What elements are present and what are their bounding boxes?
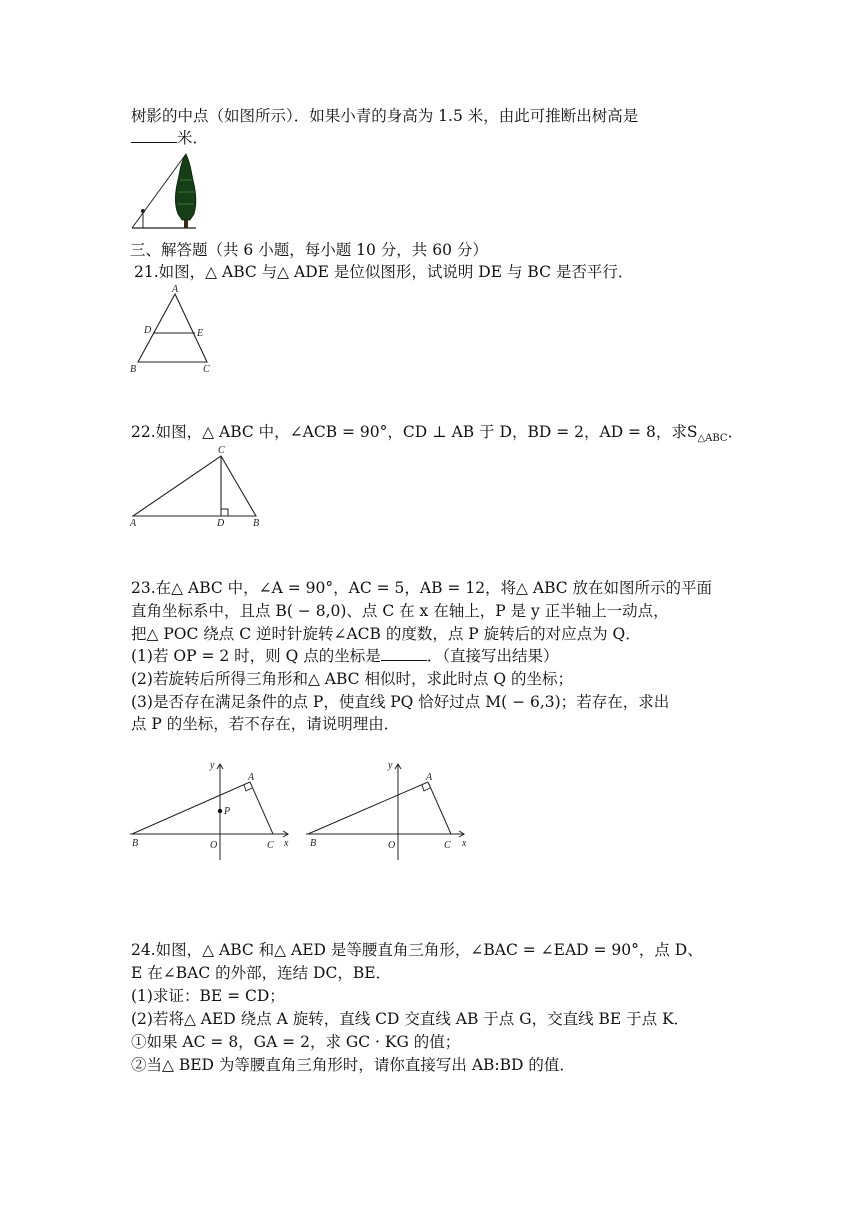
q24-line6: ②当△ BED 为等腰直角三角形时，请你直接写出 AB:BD 的值．	[131, 1056, 575, 1074]
q23-line7: 点 P 的坐标，若不存在，请说明理由．	[131, 715, 400, 733]
fig23r-label-B: B	[310, 838, 317, 849]
q21-text: 21.如图，△ ABC 与△ ADE 是位似图形，试说明 DE 与 BC 是否平行．	[134, 263, 634, 281]
fig21-label-E: E	[197, 328, 204, 339]
answer-blank[interactable]	[131, 128, 177, 143]
q23-4b: ．（直接写出结果）	[426, 647, 559, 665]
q20-line1: 树影的中点（如图所示）．如果小青的身高为 1.5 米，由此可推断出树高是	[131, 107, 639, 125]
q23-line6: (3)是否存在满足条件的点 P，使直线 PQ 恰好过点 M( − 6,3)；若存在，求出	[131, 693, 670, 711]
fig22-label-A: A	[130, 518, 137, 529]
q20-tail: 米．	[177, 129, 209, 147]
q24-line3: (1)求证：BE = CD；	[131, 987, 285, 1005]
figure-23-right	[304, 760, 474, 865]
q23-line2: 直角坐标系中，且点 B( − 8,0)、点 C 在 x 在轴上，P 是 y 正半轴上一动点，	[131, 602, 669, 620]
fig23r-label-y: y	[388, 760, 393, 771]
fig23l-label-O: O	[210, 840, 218, 851]
answer-blank-2[interactable]	[381, 646, 427, 661]
fig21-label-D: D	[144, 325, 152, 336]
q22-main: 22.如图，△ ABC 中，∠ACB = 90°，CD ⊥ AB 于 D，BD = 2，AD = 8，求S	[131, 423, 698, 441]
q24-line4: (2)若将△ AED 绕点 A 旋转，直线 CD 交直线 AB 于点 G，交直线 BE 于点 K．	[131, 1010, 690, 1028]
fig21-label-B: B	[130, 364, 137, 375]
figure-23-left	[128, 760, 298, 865]
fig23l-label-P: P	[224, 806, 231, 817]
q23-4a: (1)若 OP = 2 时，则 Q 点的坐标是	[131, 647, 381, 665]
fig23r-label-O: O	[388, 840, 396, 851]
fig23l-label-x: x	[284, 838, 289, 849]
fig23r-label-C: C	[444, 840, 451, 851]
fig21-label-A: A	[172, 284, 179, 295]
fig23l-label-y: y	[210, 760, 215, 771]
q24-line5: ①如果 AC = 8，GA = 2，求 GC · KG 的值；	[131, 1033, 461, 1051]
q23-line1: 23.在△ ABC 中，∠A = 90°，AC = 5，AB = 12，将△ ABC 放在如图所示的平面	[131, 579, 713, 597]
q23-line5: (2)若旋转后所得三角形和△ ABC 相似时，求此时点 Q 的坐标；	[131, 670, 574, 688]
fig22-label-C: C	[218, 445, 225, 456]
q22-sub: △ABC	[697, 433, 728, 445]
tree-shadow-figure	[130, 150, 200, 230]
q24-line2: E 在∠BAC 的外部，连结 DC，BE．	[131, 964, 392, 982]
fig23l-label-B: B	[132, 838, 139, 849]
fig23r-label-x: x	[462, 838, 467, 849]
q23-line3: 把△ POC 绕点 C 逆时针旋转∠ACB 的度数，点 P 旋转后的对应点为 Q．	[131, 625, 641, 643]
fig23r-label-A: A	[426, 772, 433, 783]
q24-line1: 24.如图，△ ABC 和△ AED 是等腰直角三角形，∠BAC = ∠EAD = 90°，点 D、	[131, 941, 703, 959]
q20-line2	[131, 128, 208, 148]
q22-end: ．	[727, 423, 744, 441]
q23-line4	[131, 646, 558, 666]
fig21-label-C: C	[203, 364, 210, 375]
section-title: 三、解答题（共 6 小题，每小题 10 分，共 60 分）	[130, 241, 488, 259]
figure-22	[128, 444, 278, 530]
fig23l-label-A: A	[248, 772, 255, 783]
figure-21	[128, 284, 218, 376]
fig22-label-B: B	[253, 518, 260, 529]
fig22-label-D: D	[217, 518, 225, 529]
fig23l-label-C: C	[267, 840, 274, 851]
